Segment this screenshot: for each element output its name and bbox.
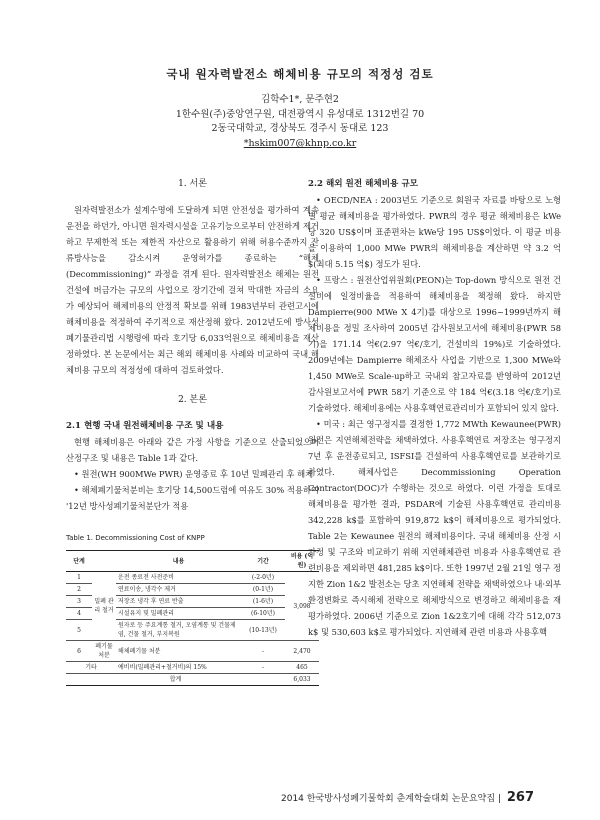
subsection-heading-2-2: 2.2 해외 원전 해체비용 규모 <box>308 179 418 189</box>
table-row <box>66 662 319 674</box>
paper-title: 국내 원자력발전소 해체비용 규모의 적정성 검토 <box>166 67 434 81</box>
table-cell: 465 <box>285 662 319 674</box>
decommissioning-cost-table <box>66 550 319 686</box>
footer-separator: | <box>497 794 501 804</box>
table-cell: 2 <box>66 584 92 596</box>
author-email-link[interactable]: *hskim007@khnp.co.kr <box>243 138 357 150</box>
table-header-cell <box>92 551 116 572</box>
table-caption: Table 1. Decommissioning Cost of KNPP <box>66 534 205 542</box>
left-column <box>66 170 319 686</box>
table-cell: 원자로 등 주요계통 철거, 오염계통 및 건물제염, 건물 철거, 부지복원 <box>116 620 241 641</box>
table-cell: - <box>241 662 285 674</box>
table-cell: 저장조 냉각 후 연료 반출 <box>116 596 241 608</box>
author-block <box>0 93 600 152</box>
right-column <box>308 170 561 640</box>
table-group-cell: 밀폐 관리 철거 <box>92 572 116 641</box>
page-footer <box>281 790 534 805</box>
table-cell: 1 <box>66 572 92 584</box>
table-cell: 기타 <box>66 662 116 674</box>
table-cell: (1-6년) <box>241 596 285 608</box>
table-total-row <box>66 674 319 686</box>
footer-text: 2014 한국방사성폐기물학회 춘계학술대회 논문요약집 <box>281 794 496 804</box>
table-cell: 해체폐기물 처분 <box>116 641 241 662</box>
table-cell: (-2-0년) <box>241 572 285 584</box>
table-header-cell: 내용 <box>116 551 241 572</box>
table-cell: 시설유지 및 밀폐관리 <box>116 608 241 620</box>
table-header-cell: 기간 <box>241 551 285 572</box>
section-heading-intro: 1. 서론 <box>178 179 207 189</box>
table-cell: 폐기물 처분 <box>92 641 116 662</box>
bullet-item: • 해체폐기물처분비는 호기당 14,500드럼에 여유도 30% 적용하여 '12년 방사성폐기물처분단가 적용 <box>66 485 319 511</box>
table-cell: 운전 종료전 사전준비 <box>116 572 241 584</box>
table-cell: 6,033 <box>285 674 319 686</box>
table-cell: 3,098 <box>285 572 319 641</box>
affiliation-1: 1한수원(주)중앙연구원, 대전광역시 유성대로 1312번길 70 <box>175 108 425 120</box>
author-names: 김학수1*, 문주현2 <box>261 94 339 105</box>
table-header-cell: 비용 (억원) <box>285 551 319 572</box>
table-cell: 6 <box>66 641 92 662</box>
table-cell: 3 <box>66 596 92 608</box>
table-cell: (6-10년) <box>241 608 285 620</box>
table-cell: 4 <box>66 608 92 620</box>
table-cell: (0-1년) <box>241 584 285 596</box>
table-row <box>66 572 319 584</box>
table-cell: 예비비(밀폐관리+철거비)의 15% <box>116 662 241 674</box>
subsection-heading-2-1: 2.1 현행 국내 원전해체비용 구조 및 내용 <box>66 421 224 431</box>
page-number: 267 <box>506 790 534 805</box>
table-header-cell: 단계 <box>66 551 92 572</box>
table-cell: (10-13년) <box>241 620 285 641</box>
table-cell: 2,470 <box>285 641 319 662</box>
overseas-paragraph: • OECD/NEA : 2003년도 기준으로 회원국 자료를 바탕으로 노형별 평균 해체비용을 평가하였다. PWR의 경우 평균 해체비용은 kWe당 320 US$이며 표준편차는 kWe당 195 US$이었다. 이 평균 비용을 이용하여 1,000 MWe PWR의 해체비용을 계산하면 약 3.2 억$(최대 5.15 억$) 정도가 된다. <box>308 195 561 269</box>
intro-paragraph: 원자력발전소가 설계수명에 도달하게 되면 안전성을 평가하여 계속운전을 하던가, 아니면 원자력시설을 고유기능으로부터 안전하게 제거하고 무제한적 또는 제한적 자산으로 활용하기 위해 허용수준까지 잔류방사능을 감소시켜 운영허가를 종료하는 “해체(Decommissioning)” 과정을 겪게 된다. 원자력발전소 해체는 원전건설에 버금가는 규모의 사업으로 장기간에 걸쳐 막대한 자금의 소요가 예상되어 해체비용의 안정적 확보를 위해 1983년부터 관련고시에 해체비용을 적정하여 주기적으로 재산정해 왔다. 2012년도에 방사성폐기물관리법 시행령에 따라 호기당 6,033억원으로 해체비용을 재산정하였다. 본 논문에서는 최근 해외 해체비용 사례와 비교하여 국내 해체비용 규모의 적정성에 대하여 검토하였다. <box>66 205 319 375</box>
table-cell: - <box>241 641 285 662</box>
table-cell: 5 <box>66 620 92 641</box>
paragraph-2-1: 현행 해체비용은 아래와 같은 가정 사항을 기준으로 산출되었으며 산정구조 및 내용은 Table 1과 같다. <box>66 437 319 463</box>
overseas-paragraph: • 미국 : 최근 영구정지를 결정한 1,772 MWth Kewaunee(PWR) 원전은 지연해체전략을 채택하였다. 사용후핵연료 저장조는 영구정지 7년 후 운전종료되고, ISFSI를 건설하여 사용후핵연료를 보관하기로 하였다. 해체사업은 Decommissioning Operation Contractor(DOC)가 수행하는 것으로 하였다. 이런 가정을 토대로 해체비용을 평가한 결과, PSDAR에 기술된 사용후핵연료 관리비용 342,228 k$를 포함하여 919,872 k$이 해체비용으로 평가되었다. Table 2는 Kewaunee 원전의 해체비용이다. 국내 해체비용 산정 시 가정 및 구조와 비교하기 위해 지연해체관련 비용과 사용후핵연료 관련비용을 제외하면 481,285 k$이다. 또한 1997년 2월 21일 영구 정지한 Zion 1&2 발전소는 당초 지연해체 전략을 채택하였으나 내·외부 환경변화로 즉시해체 전략으로 해체방식으로 변경하고 해체비용을 재평가하였다. 2006년 기준으로 Zion 1&2호기에 대해 각각 512,073 k$ 및 530,603 k$로 평가되었다. 지연해체 관련 비용과 사용후핵 <box>308 419 561 637</box>
section-heading-main: 2. 본론 <box>178 395 207 405</box>
table-row <box>66 641 319 662</box>
affiliation-2: 2동국대학교, 경상북도 경주시 동대로 123 <box>211 123 389 135</box>
bullet-item: • 원전(WH 900MWe PWR) 운영종료 후 10년 밀폐관리 후 해체 <box>74 469 314 479</box>
overseas-paragraph: • 프랑스 : 원전산업위원회(PEON)는 Top-down 방식으로 원전 건설비에 일정비율을 적용하여 해체비용을 책정해 왔다. 하지만 Dampierre(900 MWe X 4기)를 대상으로 1996~1999년까지 해체비용을 정밀 조사하여 2005년 감사원보고서에 해체비용(PWR 58기)을 171.14 억€(2.97 억€/호기, 건설비의 19%)로 기술하였다. 2009년에는 Dampierre 해체조사 사업을 기반으로 1,300 MWe와 1,450 MWe로 Scale-up하고 국내외 참고자료를 반영하여 2012년 감사원보고서에 PWR 58기 기준으로 약 184 억€(3.18 억€/호기)로 기술하였다. 해체비용에는 사용후핵연료관리비가 포함되어 있지 않다. <box>308 275 561 413</box>
table-cell: 연료이송, 냉각수 제거 <box>116 584 241 596</box>
table-header-row <box>66 551 319 572</box>
table-cell: 합계 <box>66 674 285 686</box>
